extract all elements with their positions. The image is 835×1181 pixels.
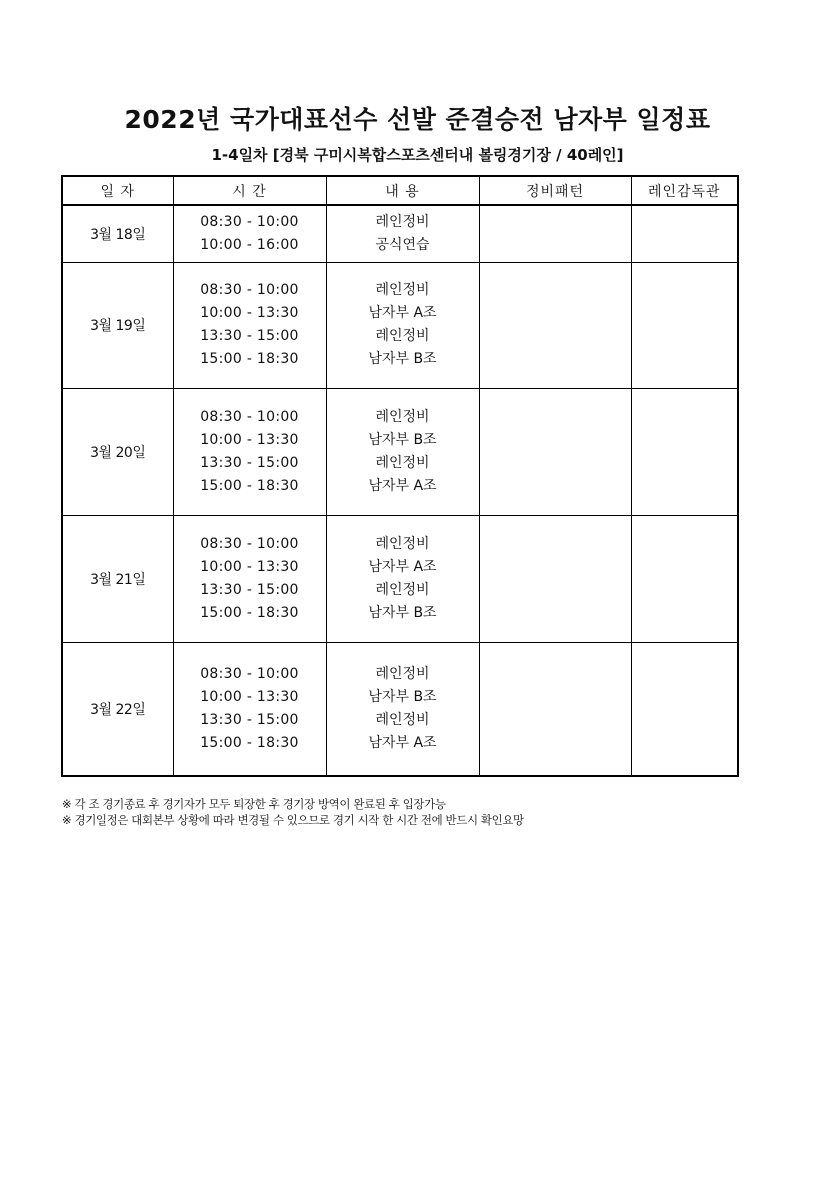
time-cell xyxy=(173,515,326,642)
content-item: 레인정비 xyxy=(375,535,430,552)
supervisor-cell xyxy=(631,205,738,262)
table-header-row xyxy=(62,176,738,205)
content-cell xyxy=(326,388,479,515)
time-cell xyxy=(173,205,326,262)
supervisor-cell xyxy=(631,262,738,388)
content-item: 남자부 A조 xyxy=(368,305,437,321)
time-slot: 15:00 - 18:30 xyxy=(200,734,299,751)
date-cell: 3월 19일 xyxy=(62,262,173,388)
time-slot: 13:30 - 15:00 xyxy=(200,711,299,728)
content-item: 레인정비 xyxy=(375,711,430,728)
supervisor-cell xyxy=(631,388,738,515)
content-item: 레인정비 xyxy=(375,328,430,344)
schedule-table xyxy=(61,175,739,777)
time-slot: 10:00 - 16:00 xyxy=(200,236,299,253)
page-title: 2022년 국가대표선수 선발 준결승전 남자부 일정표 xyxy=(124,105,711,134)
time-slot: 10:00 - 13:30 xyxy=(200,688,299,705)
time-slot: 15:00 - 18:30 xyxy=(200,604,299,621)
time-slot: 13:30 - 15:00 xyxy=(200,454,299,471)
supervisor-cell xyxy=(631,515,738,642)
footnote: ※ 경기일정은 대회본부 상황에 따라 변경될 수 있으므로 경기 시작 한 시간 전에 반드시 확인요망 xyxy=(62,813,524,827)
time-cell xyxy=(173,642,326,776)
content-item: 남자부 A조 xyxy=(368,558,437,575)
time-slot: 15:00 - 18:30 xyxy=(200,351,299,367)
table-row xyxy=(62,388,738,515)
content-item: 레인정비 xyxy=(375,282,430,298)
content-item: 레인정비 xyxy=(375,454,430,471)
content-cell xyxy=(326,262,479,388)
header-date: 일 자 xyxy=(62,176,173,205)
header-content: 내 용 xyxy=(326,176,479,205)
content-cell xyxy=(326,205,479,262)
time-slot: 15:00 - 18:30 xyxy=(200,477,299,494)
date-cell: 3월 20일 xyxy=(62,388,173,515)
pattern-cell xyxy=(479,205,631,262)
content-item: 레인정비 xyxy=(375,213,430,230)
header-pattern: 정비패턴 xyxy=(479,176,631,205)
table-row xyxy=(62,515,738,642)
time-slot: 08:30 - 10:00 xyxy=(200,408,299,425)
content-cell xyxy=(326,515,479,642)
pattern-cell xyxy=(479,642,631,776)
page-subtitle: 1-4일차 [경북 구미시복합스포츠센터내 볼링경기장 / 40레인] xyxy=(211,146,624,164)
content-item: 공식연습 xyxy=(375,236,430,253)
time-slot: 08:30 - 10:00 xyxy=(200,535,299,552)
content-cell xyxy=(326,642,479,776)
content-item: 레인정비 xyxy=(375,581,430,598)
table-row xyxy=(62,262,738,388)
footnote: ※ 각 조 경기종료 후 경기자가 모두 퇴장한 후 경기장 방역이 완료된 후 입장가능 xyxy=(62,797,446,811)
footnotes xyxy=(62,796,524,828)
time-slot: 10:00 - 13:30 xyxy=(200,558,299,575)
content-item: 남자부 B조 xyxy=(368,688,437,705)
time-cell xyxy=(173,262,326,388)
date-cell: 3월 21일 xyxy=(62,515,173,642)
content-item: 레인정비 xyxy=(375,665,430,682)
time-slot: 08:30 - 10:00 xyxy=(200,282,299,298)
content-item: 레인정비 xyxy=(375,408,430,425)
time-slot: 13:30 - 15:00 xyxy=(200,581,299,598)
content-item: 남자부 B조 xyxy=(368,431,437,448)
time-slot: 13:30 - 15:00 xyxy=(200,328,299,344)
content-item: 남자부 B조 xyxy=(368,604,437,621)
pattern-cell xyxy=(479,388,631,515)
date-cell: 3월 22일 xyxy=(62,642,173,776)
time-slot: 10:00 - 13:30 xyxy=(200,305,299,321)
header-supervisor: 레인감독관 xyxy=(631,176,738,205)
pattern-cell xyxy=(479,262,631,388)
content-item: 남자부 A조 xyxy=(368,734,437,751)
supervisor-cell xyxy=(631,642,738,776)
time-slot: 08:30 - 10:00 xyxy=(200,213,299,230)
date-cell: 3월 18일 xyxy=(62,205,173,262)
table-row xyxy=(62,205,738,262)
header-time: 시 간 xyxy=(173,176,326,205)
time-cell xyxy=(173,388,326,515)
table-row xyxy=(62,642,738,776)
content-item: 남자부 A조 xyxy=(368,477,437,494)
time-slot: 10:00 - 13:30 xyxy=(200,431,299,448)
pattern-cell xyxy=(479,515,631,642)
time-slot: 08:30 - 10:00 xyxy=(200,665,299,682)
content-item: 남자부 B조 xyxy=(368,351,437,367)
